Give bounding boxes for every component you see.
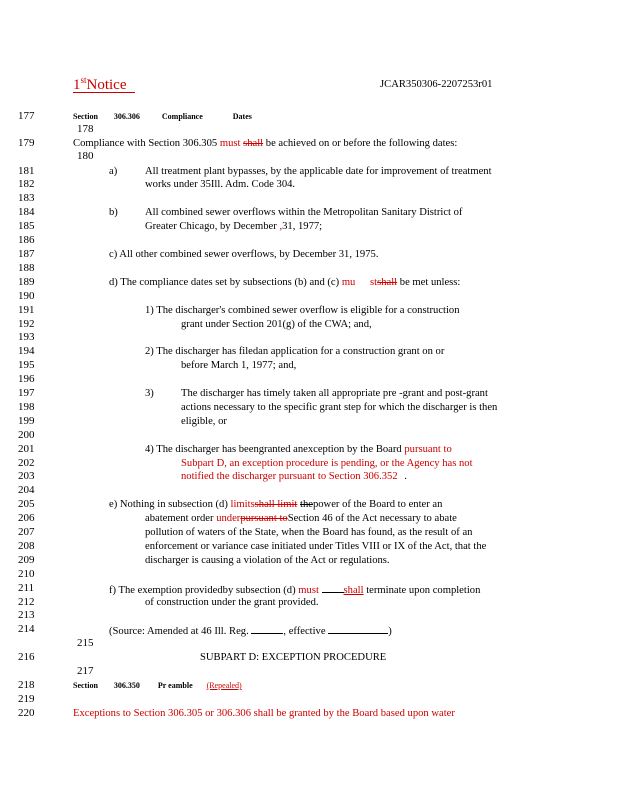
- item-e-text-end: power of the Board to enter an: [312, 499, 443, 510]
- line-number: 179: [18, 137, 35, 149]
- intro-paragraph: [73, 137, 457, 150]
- blank-line: [251, 623, 283, 634]
- line-number: 182: [18, 178, 35, 190]
- line-number: 206: [18, 512, 35, 524]
- item-d-text: d) The compliance dates set by subsections (b) and (c): [109, 277, 340, 288]
- line-number: 190: [18, 290, 35, 302]
- section-title: Pr eamble: [157, 681, 193, 690]
- inserted-text: st: [370, 277, 378, 288]
- item-d4-period: .: [404, 471, 407, 482]
- line-number: 217: [77, 665, 94, 677]
- deleted-text: shall limit: [254, 499, 298, 510]
- line-number: 191: [18, 304, 35, 316]
- line-number: 207: [18, 526, 35, 538]
- subpart-heading: SUBPART D: EXCEPTION PROCEDURE: [200, 652, 387, 663]
- deleted-text: shall: [243, 138, 264, 149]
- document-code: JCAR350306-2207253r01: [380, 79, 493, 90]
- deleted-text: shall: [343, 585, 364, 596]
- line-number: 187: [18, 248, 35, 260]
- source-text: (Source: Amended at 46 Ill. Reg.: [109, 626, 249, 637]
- section-word: Section: [73, 112, 98, 121]
- line-number: 213: [18, 609, 35, 621]
- inserted-text: notified the discharger pursuant to Section 306.352: [181, 471, 398, 482]
- item-d2-line1: 2) The discharger has filedan application for a construction grant on or: [145, 346, 445, 357]
- line-number: 196: [18, 373, 35, 385]
- item-e-text: e) Nothing in subsection (d): [109, 499, 228, 510]
- notice-superscript: st: [80, 75, 87, 85]
- item-a-line1: All treatment plant bypasses, by the applicable date for improvement of treatment: [145, 166, 492, 177]
- line-number: 205: [18, 498, 35, 510]
- inserted-text: must: [298, 585, 319, 596]
- line-number: 214: [18, 623, 35, 635]
- line-number: 218: [18, 679, 35, 691]
- line-number: 209: [18, 554, 35, 566]
- source-text-mid: , effective: [283, 626, 326, 637]
- notice-word: Notice: [86, 77, 127, 93]
- item-e-text: abatement order: [145, 513, 214, 524]
- section-heading-2: [73, 679, 265, 692]
- line-number: 194: [18, 345, 35, 357]
- inserted-text: pursuant to: [404, 444, 452, 455]
- inserted-text: ,: [279, 221, 283, 232]
- intro-text-end: be achieved on or before the following dates:: [265, 138, 458, 149]
- line-number: 197: [18, 387, 35, 399]
- line-number: 219: [18, 693, 35, 705]
- item-b-text-end: 31, 1977;: [282, 221, 323, 232]
- line-number: 193: [18, 331, 35, 343]
- line-number: 180: [77, 150, 94, 162]
- source-text-end: ): [388, 626, 392, 637]
- item-c: c) All other combined sewer overflows, by December 31, 1975.: [109, 249, 379, 260]
- item-d4-line1: [145, 443, 452, 456]
- inserted-text: under: [216, 513, 241, 524]
- inserted-text: must: [219, 138, 241, 149]
- item-d3-line2: actions necessary to the specific grant step for which the discharger is then: [181, 402, 498, 413]
- section-number: 306.350: [113, 681, 140, 690]
- notice-underline: [73, 92, 135, 93]
- line-number: 195: [18, 359, 35, 371]
- line-number: 202: [18, 457, 35, 469]
- section-word: Section: [73, 681, 98, 690]
- intro-text: Compliance with Section 306.305: [73, 138, 218, 149]
- item-d-text-end: be met unless:: [399, 277, 461, 288]
- line-number: 208: [18, 540, 35, 552]
- item-d2-line2: before March 1, 1977; and,: [181, 360, 297, 371]
- section-heading: [73, 110, 252, 123]
- line-number: 185: [18, 220, 35, 232]
- item-a-line2: works under 35Ill. Adm. Code 304.: [145, 179, 296, 190]
- source-note: [109, 623, 392, 638]
- line-number: 184: [18, 206, 35, 218]
- line-number: 183: [18, 192, 35, 204]
- item-e-line2: [145, 512, 457, 525]
- blank-line: [322, 582, 344, 593]
- item-b-line2: [145, 220, 322, 233]
- item-e-line3: pollution of waters of the State, when the Board has found, as the result of an: [145, 527, 473, 538]
- deleted-text: shall: [377, 277, 398, 288]
- item-d3-line1: The discharger has timely taken all appropriate pre -grant and post-grant: [181, 388, 488, 399]
- line-number: 199: [18, 415, 35, 427]
- line-number: 220: [18, 707, 35, 719]
- inserted-text: limits: [230, 499, 255, 510]
- deleted-text: the: [300, 499, 313, 510]
- item-d3-line3: eligible, or: [181, 416, 227, 427]
- line-number: 189: [18, 276, 35, 288]
- line-number: 181: [18, 165, 35, 177]
- notice-number: 1: [73, 77, 81, 93]
- last-line: Exceptions to Section 306.305 or 306.306 shall be granted by the Board based upon water: [73, 708, 455, 719]
- line-number: 203: [18, 470, 35, 482]
- line-number: 200: [18, 429, 35, 441]
- item-d3-label: 3): [145, 388, 154, 399]
- item-d4-line2: Subpart D, an exception procedure is pending, or the Agency has not: [181, 458, 473, 469]
- item-f-text: f) The exemption providedby subsection (d): [109, 585, 296, 596]
- line-number: 210: [18, 568, 35, 580]
- item-d-line1: [109, 276, 460, 289]
- item-b-line1: All combined sewer overflows within the Metropolitan Sanitary District of: [145, 207, 463, 218]
- line-number: 204: [18, 484, 35, 496]
- line-number: 216: [18, 651, 35, 663]
- line-number: 188: [18, 262, 35, 274]
- item-f-text-end: terminate upon completion: [366, 585, 481, 596]
- line-number: 211: [18, 582, 35, 594]
- item-a-label: a): [109, 166, 118, 177]
- item-e-text-end: Section 46 of the Act necessary to abate: [287, 513, 457, 524]
- line-number: 212: [18, 596, 35, 608]
- item-d4-line3: [181, 470, 407, 483]
- item-f-line2: of construction under the grant provided.: [145, 597, 319, 608]
- item-e-line4: enforcement or variance case initiated under Titles VIII or IX of the Act, that the: [145, 541, 487, 552]
- deleted-text: pursuant to: [240, 513, 288, 524]
- item-b-label: b): [109, 207, 118, 218]
- item-f-line1: [109, 582, 480, 597]
- line-number: 192: [18, 318, 35, 330]
- item-d4-text: 4) The discharger has beengranted anexception by the Board: [145, 444, 402, 455]
- line-number: 201: [18, 443, 35, 455]
- section-title: Compliance: [161, 112, 203, 121]
- line-number: 178: [77, 123, 94, 135]
- blank-line: [328, 623, 388, 634]
- section-number: 306.306: [113, 112, 140, 121]
- section-title-2: Dates: [232, 112, 252, 121]
- item-e-line5: discharger is causing a violation of the Act or regulations.: [145, 555, 390, 566]
- line-number: 198: [18, 401, 35, 413]
- item-e-line1: [109, 498, 442, 511]
- repealed-label: (Repealed): [206, 681, 242, 690]
- line-number: 186: [18, 234, 35, 246]
- line-number: 177: [18, 110, 35, 122]
- line-number: 215: [77, 637, 94, 649]
- item-d1-line2: grant under Section 201(g) of the CWA; and,: [181, 319, 372, 330]
- item-d1-line1: 1) The discharger's combined sewer overflow is eligible for a construction: [145, 305, 460, 316]
- item-b-text: Greater Chicago, by December: [145, 221, 277, 232]
- inserted-text: mu: [341, 277, 356, 288]
